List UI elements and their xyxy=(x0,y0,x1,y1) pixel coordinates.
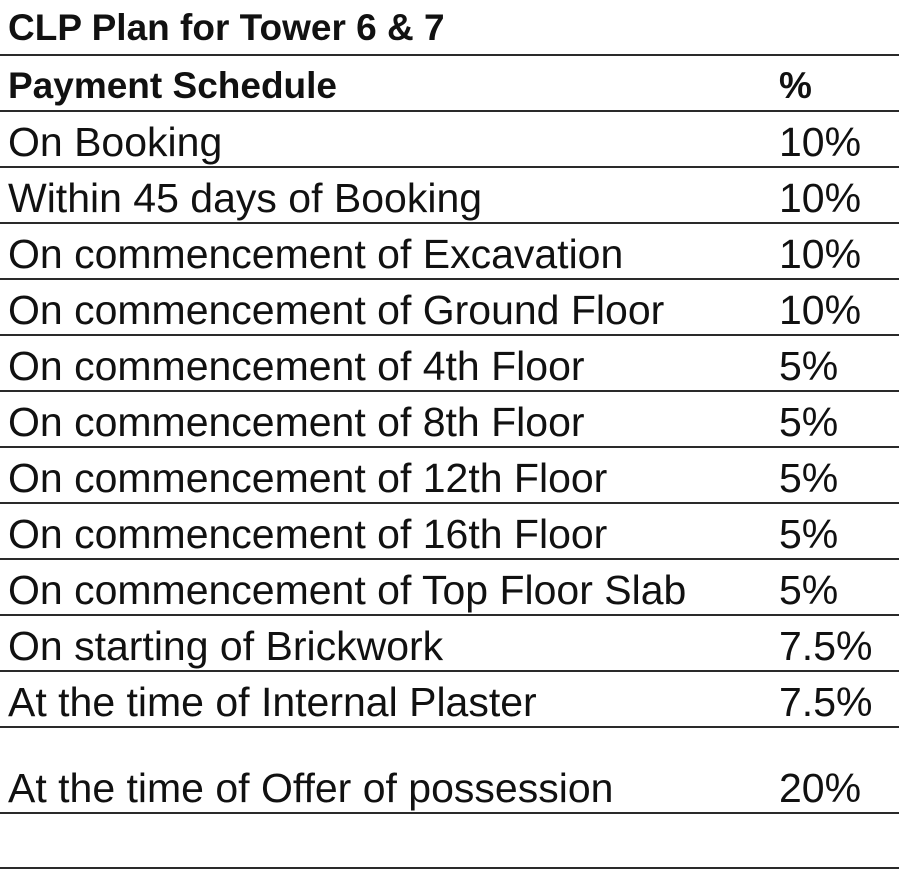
table-row xyxy=(0,112,899,168)
table-row xyxy=(0,560,899,616)
table-header-row xyxy=(0,56,899,112)
row-label: On starting of Brickwork xyxy=(8,623,444,669)
table-row xyxy=(0,728,899,814)
row-label: On Booking xyxy=(8,119,223,165)
row-percent: 10% xyxy=(779,231,862,277)
row-percent: 10% xyxy=(779,175,862,221)
row-percent: 5% xyxy=(779,399,839,445)
table-title-row xyxy=(0,0,899,56)
row-percent: 5% xyxy=(779,455,839,501)
table-row xyxy=(0,336,899,392)
table-row xyxy=(0,672,899,728)
row-percent: 5% xyxy=(779,567,839,613)
table-row xyxy=(0,224,899,280)
table-title: CLP Plan for Tower 6 & 7 xyxy=(8,7,445,48)
table-row xyxy=(0,504,899,560)
table-row xyxy=(0,280,899,336)
row-percent: 7.5% xyxy=(779,679,873,725)
row-label: On commencement of 8th Floor xyxy=(8,399,585,445)
table-row xyxy=(0,168,899,224)
row-label: On commencement of 16th Floor xyxy=(8,511,608,557)
row-label: At the time of Internal Plaster xyxy=(8,679,537,725)
table-row xyxy=(0,448,899,504)
row-label: At the time of Offer of possession xyxy=(8,765,614,811)
row-percent: 5% xyxy=(779,343,839,389)
empty-row xyxy=(0,814,899,869)
row-label: On commencement of 12th Floor xyxy=(8,455,608,501)
row-label: On commencement of Ground Floor xyxy=(8,287,665,333)
row-percent: 20% xyxy=(779,765,862,811)
row-percent: 10% xyxy=(779,119,862,165)
row-label: On commencement of Excavation xyxy=(8,231,624,277)
table-row xyxy=(0,616,899,672)
header-payment-schedule: Payment Schedule xyxy=(8,65,338,106)
header-percent: % xyxy=(779,65,812,106)
row-percent: 7.5% xyxy=(779,623,873,669)
row-label: On commencement of Top Floor Slab xyxy=(8,567,687,613)
row-percent: 5% xyxy=(779,511,839,557)
row-percent: 10% xyxy=(779,287,862,333)
row-label: Within 45 days of Booking xyxy=(8,175,483,221)
row-label: On commencement of 4th Floor xyxy=(8,343,585,389)
table-row xyxy=(0,392,899,448)
